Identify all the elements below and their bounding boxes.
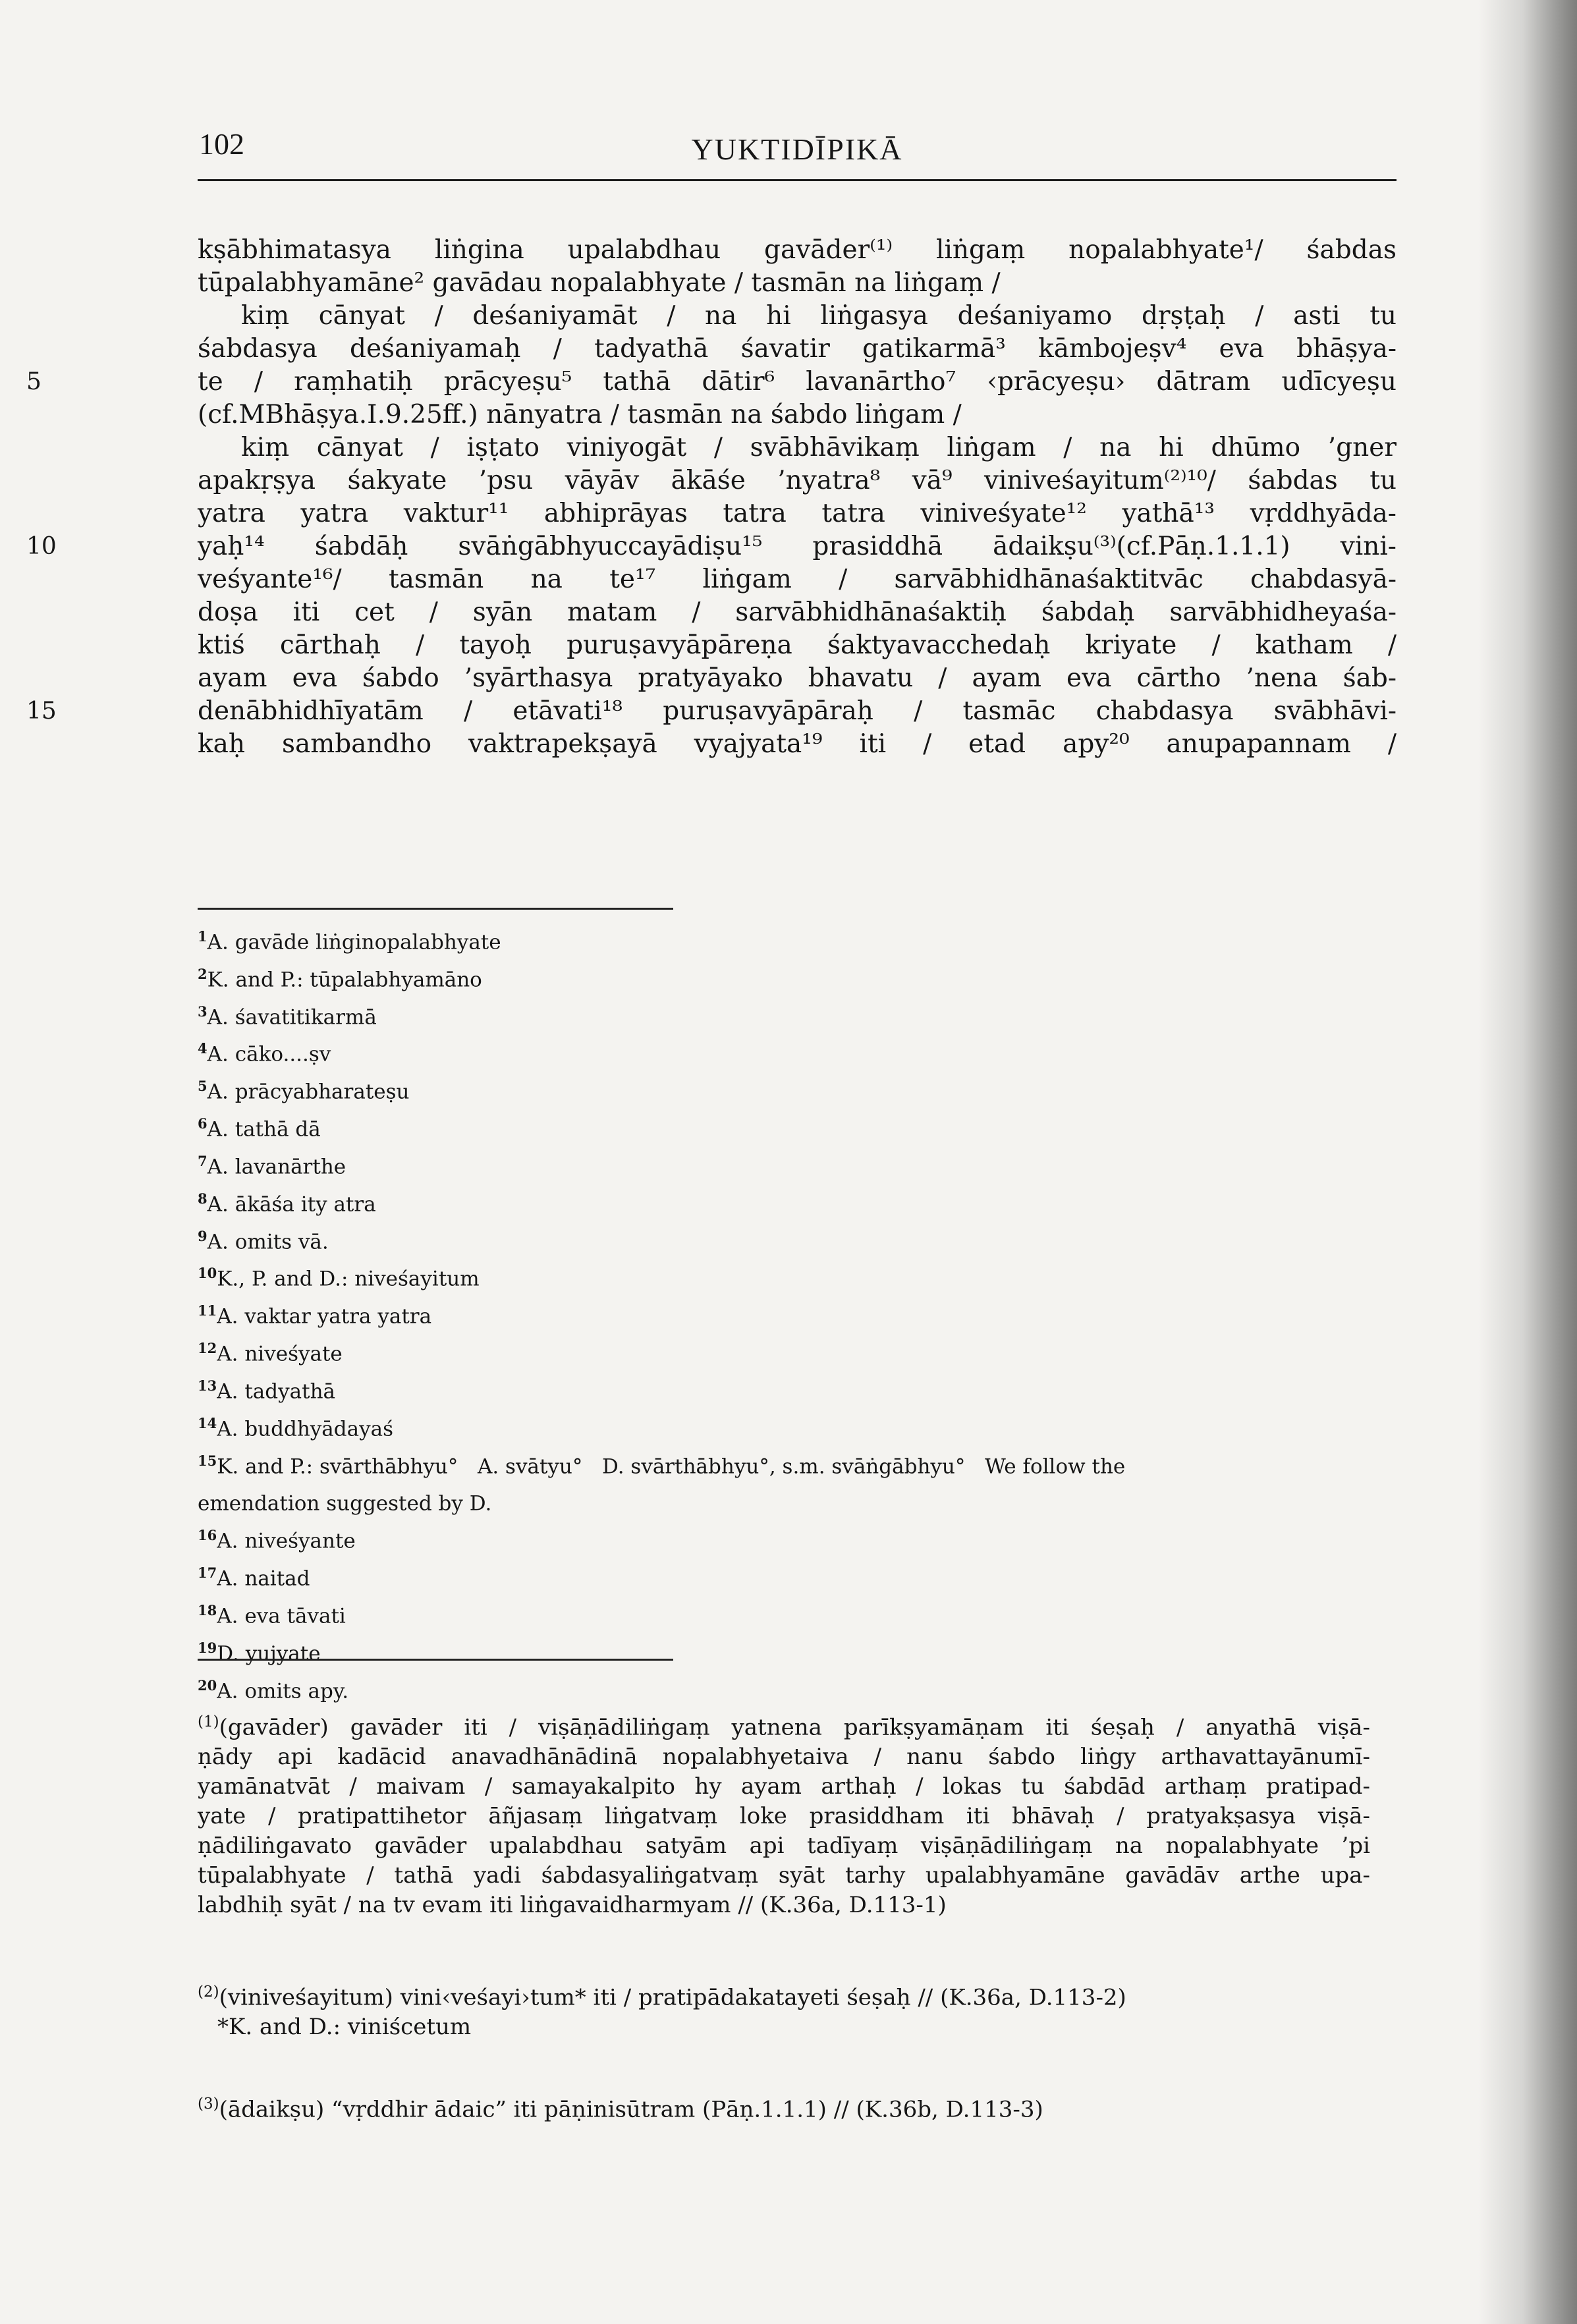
- note-item: $^{17}$A. naitad: [198, 1564, 310, 1591]
- text-line: ayam eva śabdo ’syārthasya pratyāyako bhavatu / ayam eva cārtho ’nena śab-: [198, 663, 1397, 693]
- text-line: (cf.MBhāṣya.I.9.25ff.) nānyatra / tasmān na śabdo liṅgam /: [198, 400, 962, 429]
- note-item: $^2$K. and P.: tūpalabhyamāno: [198, 965, 482, 992]
- text-line: veśyante¹⁶/ tasmān na te¹⁷ liṅgam / sarvābhidhānaśaktitvāc chabdasyā-: [198, 565, 1397, 594]
- note-item: $^{18}$A. eva tāvati: [198, 1601, 346, 1628]
- note-item: $^{10}$K., P. and D.: niveśayitum: [198, 1265, 480, 1291]
- variant-notes: [198, 921, 1397, 1707]
- text-line: kiṃ cānyat / deśaniyamāt / na hi liṅgasya deśaniyamo dṛṣṭaḥ / asti tu: [241, 301, 1397, 331]
- line-number: 5: [26, 368, 42, 395]
- note-item: $^7$A. lavanārthe: [198, 1152, 346, 1179]
- note-item: $^{13}$A. tadyathā: [198, 1377, 336, 1404]
- text-line: śabdasya deśaniyamaḥ / tadyathā śavatir gatikarmā³ kāmbojeṣv⁴ eva bhāṣya-: [198, 334, 1397, 364]
- note-item: $^{16}$A. niveśyante: [198, 1527, 356, 1553]
- note-item: $^9$A. omits vā.: [198, 1227, 329, 1254]
- note-item: $^{12}$A. niveśyate: [198, 1340, 343, 1366]
- text-line: tūpalabhyamāne² gavādau nopalabhyate / tasmān na liṅgaṃ /: [198, 268, 1001, 298]
- commentary-line: labdhiḥ syāt / na tv evam iti liṅgavaidharmyam // (K.36a, D.113-1): [198, 1892, 947, 1919]
- note-item: $^4$A. cāko....ṣv: [198, 1040, 331, 1066]
- commentary-line: tūpalabhyate / tathā yadi śabdasyaliṅgatvaṃ syāt tarhy upalabhyamāne gavādāv arthe upa-: [198, 1862, 1370, 1889]
- commentary-separator: [198, 1659, 673, 1661]
- note-item: $^{11}$A. vaktar yatra yatra: [198, 1302, 432, 1329]
- commentary-line: ṇādy api kadācid anavadhānādinā nopalabhyetaiva / nanu śabdo liṅgy arthavattayānumī-: [198, 1744, 1370, 1771]
- commentary-line: *K. and D.: viniścetum: [217, 2014, 472, 2041]
- commentary-line: ṇādiliṅgavato gavāder upalabdhau satyām api tadīyaṃ viṣāṇādiliṅgaṃ na nopalabhyate ’pi: [198, 1833, 1370, 1860]
- text-line: kṣābhimatasya liṅgina upalabdhau gavāder⁽¹⁾ liṅgaṃ nopalabhyate¹/ śabdas: [198, 235, 1397, 265]
- text-line: yatra yatra vaktur¹¹ abhiprāyas tatra tatra viniveśyate¹² yathā¹³ vṛddhyāda-: [198, 499, 1397, 528]
- note-item: $^{19}$D. yujyate: [198, 1639, 321, 1666]
- commentary-line: $^{(2)}$(viniveśayitum) vini‹veśayi›tum* iti / pratipādakatayeti śeṣaḥ // (K.36a, D.113-2): [198, 1983, 1126, 2011]
- line-number: 15: [26, 698, 57, 725]
- commentary-line: yamānatvāt / maivam / samayakalpito hy ayam arthaḥ / lokas tu śabdād arthaṃ pratipad-: [198, 1773, 1370, 1800]
- note-item: $^8$A. ākāśa ity atra: [198, 1190, 376, 1217]
- commentary-note-3: [198, 2089, 1370, 2124]
- text-line: 15 denābhidhīyatām / etāvati¹⁸ puruṣavyāpāraḥ / tasmāc chabdasya svābhāvi-: [198, 695, 1397, 728]
- text-line: 5 te / raṃhatiḥ prācyeṣu⁵ tathā dātir⁶ lavanārtho⁷ ‹prācyeṣu› dātram udīcyeṣu: [198, 366, 1397, 399]
- note-item: $^5$A. prācyabharateṣu: [198, 1078, 410, 1104]
- text-line: doṣa iti cet / syān matam / sarvābhidhānaśaktiḥ śabdaḥ sarvābhidheyaśa-: [198, 597, 1397, 627]
- text-line: kaḥ sambandho vaktrapekṣayā vyajyata¹⁹ iti / etad apy²⁰ anupapannam /: [198, 729, 1397, 759]
- note-item: $^3$A. śavatitikarmā: [198, 1003, 377, 1029]
- text-line: ktiś cārthaḥ / tayoḥ puruṣavyāpāreṇa śaktyavacchedaḥ kriyate / katham /: [198, 630, 1397, 660]
- main-text: [26, 234, 1397, 761]
- note-item: $^{14}$A. buddhyādayaś: [198, 1414, 394, 1441]
- note-item: emendation suggested by D.: [198, 1491, 492, 1516]
- note-item: $^{15}$K. and P.: svārthābhyu° A. svātyu° D. svārthābhyu°, s.m. svāṅgābhyu° We follow the: [198, 1452, 1126, 1478]
- page-header: [198, 125, 1397, 181]
- commentary-line: yate / pratipattihetor āñjasaṃ liṅgatvaṃ loke prasiddham iti bhāvaḥ / pratyakṣasya viṣā-: [198, 1803, 1370, 1830]
- running-title: YUKTIDĪPIKĀ: [691, 132, 903, 166]
- note-item: $^{20}$A. omits apy.: [198, 1676, 349, 1703]
- note-item: $^6$A. tathā dā: [198, 1115, 321, 1142]
- commentary-note-1: [198, 1707, 1370, 1920]
- commentary-line: $^{(3)}$(ādaikṣu) “vṛddhir ādaic” iti pāṇinisūtram (Pāṇ.1.1.1) // (K.36b, D.113-3): [198, 2095, 1043, 2123]
- commentary-line: $^{(1)}$(gavāder) gavāder iti / viṣāṇādiliṅgaṃ yatnena parīkṣyamāṇam iti śeṣaḥ / anyathā viṣā-: [198, 1713, 1370, 1741]
- page-number: 102: [199, 127, 244, 161]
- text-line: apakṛṣya śakyate ’psu vāyāv ākāśe ’nyatra⁸ vā⁹ viniveśayitum⁽²⁾¹⁰/ śabdas tu: [198, 466, 1397, 495]
- note-item: $^1$A. gavāde liṅginopalabhyate: [198, 928, 501, 954]
- line-number: 10: [26, 533, 57, 560]
- footnote-separator: [198, 908, 673, 910]
- commentary-note-2: [198, 1978, 1370, 2042]
- text-line: kiṃ cānyat / iṣṭato viniyogāt / svābhāvikaṃ liṅgam / na hi dhūmo ’gner: [241, 433, 1397, 462]
- text-line: 10 yaḥ¹⁴ śabdāḥ svāṅgābhyuccayādiṣu¹⁵ prasiddhā ādaikṣu⁽³⁾(cf.Pāṇ.1.1.1) vini-: [198, 530, 1397, 563]
